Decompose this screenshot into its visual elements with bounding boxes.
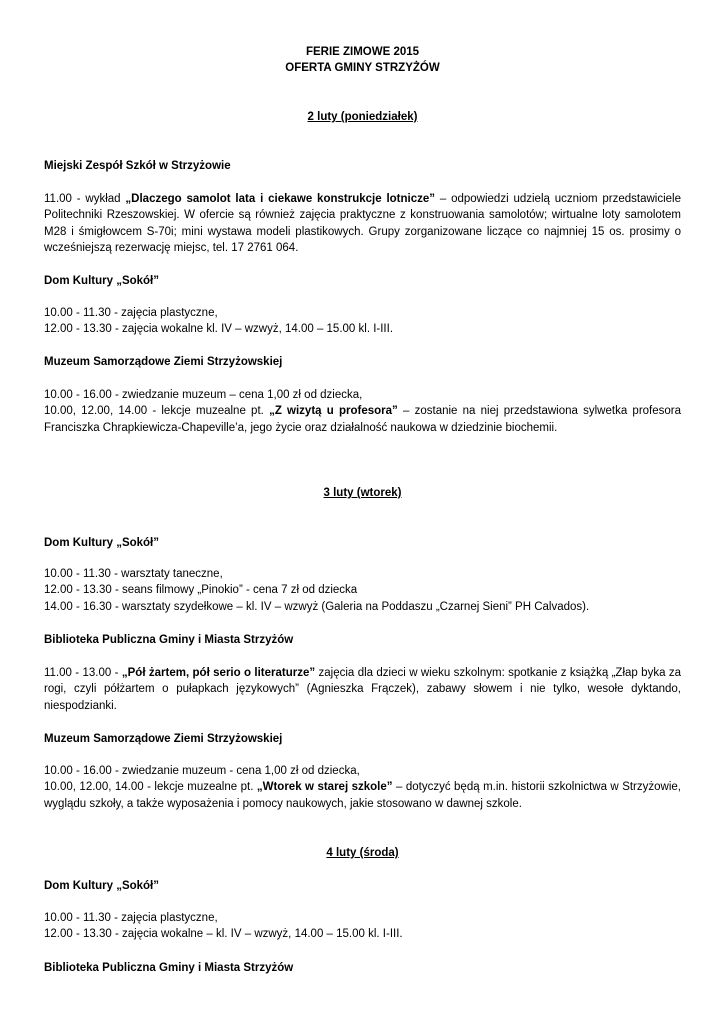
day1-muzeum-schedule <box>44 387 681 436</box>
document-subtitle: OFERTA GMINY STRZYŻÓW <box>285 62 440 75</box>
day3-biblioteka-name: Biblioteka Publiczna Gminy i Miasta Strzyżów <box>44 962 294 974</box>
day1-zss-description <box>44 191 681 257</box>
day2-biblioteka-description <box>44 665 681 714</box>
day2-sokol-line2: 12.00 - 13.30 - seans filmowy „Pinokio” - cena 7 zł od dziecka <box>44 584 358 597</box>
document-header <box>44 44 681 77</box>
day2-sokol-line1: 10.00 - 11.30 - warsztaty taneczne, <box>44 568 223 580</box>
day2-muzeum-line2 <box>44 779 681 812</box>
day2-sokol-schedule <box>44 566 681 615</box>
day1-muzeum-line2-title: „Z wizytą u profesora” <box>269 405 398 418</box>
day3-sokol-line1: 10.00 - 11.30 - zajęcia plastyczne, <box>44 912 218 924</box>
day2-muzeum-name: Muzeum Samorządowe Ziemi Strzyżowskiej <box>44 733 283 745</box>
day1-zss-post: – odpowiedzi udzielą uczniom przedstawiciele Politechniki Rzeszowskiej. W ofercie są również zajęcia praktyczne z konstruowania samolotów; wirtualne loty samolotem M28 i śmigłowcem S-70i; mini wystawa modeli plastikowych. Grupy zorganizowane liczące co najmniej 15 os. prosimy o wcześniejszą rezerwację miejsc, tel. 17 2761 064. <box>44 193 682 255</box>
day2-muzeum-line2-pre: 10.00, 12.00, 14.00 - lekcje muzealne pt. <box>44 781 257 794</box>
day1-zss-pre: 11.00 - wykład <box>44 193 126 205</box>
day3-sokol-line2: 12.00 - 13.30 - zajęcia wokalne – kl. IV – wzwyż, 14.00 – 15.00 kl. I-III. <box>44 928 403 941</box>
day1-sokol-name: Dom Kultury „Sokół” <box>44 275 160 287</box>
day2-muzeum-line1: 10.00 - 16.00 - zwiedzanie muzeum - cena 1,00 zł od dziecka, <box>44 765 360 777</box>
day1-zss-name: Miejski Zespół Szkół w Strzyżowie <box>44 160 231 172</box>
day1-muzeum-line1: 10.00 - 16.00 - zwiedzanie muzeum – cena 1,00 zł od dziecka, <box>44 389 363 401</box>
day2-muzeum-line2-post: – dotyczyć będą m.in. historii szkolnictwa w Strzyżowie, wyglądu szkoły, a także wyposażenia i pomocy naukowych, jakie stosowano w dawnej szkole. <box>44 781 681 810</box>
day2-biblioteka-post: zajęcia dla dzieci w wieku szkolnym: spotkanie z książką „Złap byka za rogi, czyli półżartem o pułapkach językowych” (Agnieszka Frączek), zabawy słowem i nie tylko, wesołe dyktando, niespodzianki. <box>44 667 681 712</box>
day2-muzeum-line2-title: „Wtorek w starej szkole” <box>256 781 393 794</box>
day1-muzeum-name: Muzeum Samorządowe Ziemi Strzyżowskiej <box>44 356 283 368</box>
day1-muzeum-line2 <box>44 403 681 436</box>
day2-sokol-name: Dom Kultury „Sokół” <box>44 537 160 549</box>
day2-sokol-line3: 14.00 - 16.30 - warsztaty szydełkowe – kl. IV – wzwyż (Galeria na Poddaszu „Czarnej Sieni” PH Calvados). <box>44 600 590 613</box>
document-title: FERIE ZIMOWE 2015 <box>305 46 420 58</box>
day2-biblioteka-name: Biblioteka Publiczna Gminy i Miasta Strzyżów <box>44 634 294 646</box>
day2-biblioteka-pre: 11.00 - 13.00 - <box>44 667 122 679</box>
day1-heading: 2 luty (poniedziałek) <box>307 111 418 123</box>
day1-muzeum-line2-post: – zostanie na niej przedstawiona sylwetka profesora Franciszka Chrapkiewicza-Chapeville’a, jego życie oraz działalność naukowa w dziedzinie biochemii. <box>44 405 682 434</box>
day3-sokol-schedule <box>44 910 681 943</box>
day3-heading: 4 luty (środa) <box>326 847 399 859</box>
day1-zss-title: „Dlaczego samolot lata i ciekawe konstrukcje lotnicze” <box>125 193 436 205</box>
day1-sokol-schedule <box>44 305 681 338</box>
day1-sokol-line2: 12.00 - 13.30 - zajęcia wokalne kl. IV – wzwyż, 14.00 – 15.00 kl. I-III. <box>44 323 394 336</box>
day2-heading: 3 luty (wtorek) <box>323 487 402 499</box>
day2-biblioteka-title: „Pół żartem, pół serio o literaturze” <box>121 667 316 679</box>
day2-muzeum-schedule <box>44 763 681 812</box>
day1-muzeum-line2-pre: 10.00, 12.00, 14.00 - lekcje muzealne pt. <box>44 405 270 418</box>
day3-sokol-name: Dom Kultury „Sokół” <box>44 880 160 892</box>
day1-sokol-line1: 10.00 - 11.30 - zajęcia plastyczne, <box>44 307 218 319</box>
